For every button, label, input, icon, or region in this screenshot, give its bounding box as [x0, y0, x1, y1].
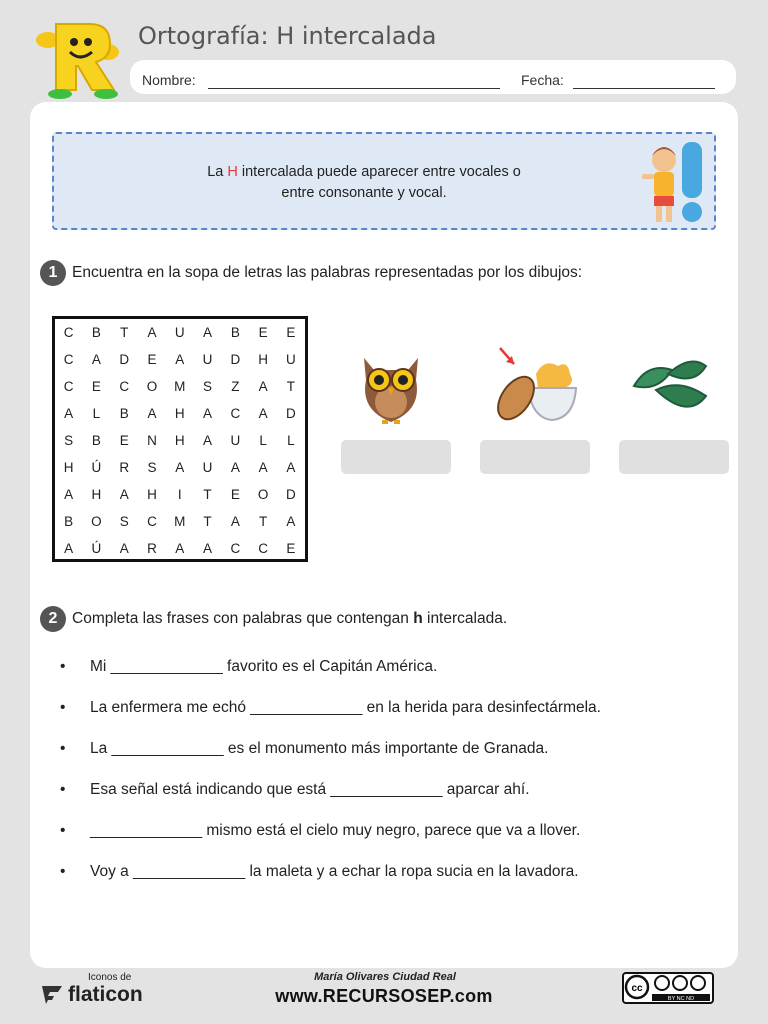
sentence-list [58, 658, 708, 904]
grid-cell[interactable]: U [230, 433, 241, 448]
grid-cell[interactable]: C [63, 325, 75, 340]
grid-cell[interactable]: D [286, 487, 297, 502]
boy-exclamation-icon [638, 138, 708, 228]
grid-cell[interactable]: U [174, 325, 186, 340]
grid-cell[interactable]: A [64, 541, 74, 556]
grid-cell[interactable]: M [174, 514, 186, 529]
exercise1-number-badge: 1 [40, 260, 66, 286]
grid-cell[interactable]: A [64, 406, 74, 421]
mascot-letter-r-logo [30, 18, 122, 100]
grid-cell[interactable]: U [202, 460, 213, 475]
grid-cell[interactable]: A [147, 325, 157, 340]
grid-cell[interactable]: S [64, 433, 74, 448]
grid-cell[interactable]: E [230, 487, 241, 502]
answer-box-3[interactable] [619, 440, 729, 474]
grid-cell[interactable]: S [147, 460, 157, 475]
grid-cell[interactable]: M [174, 379, 186, 394]
exercise2-prompt: 2 Completa las frases con palabras que contengan h intercalada. [40, 606, 507, 632]
exercise1-prompt: 1 Encuentra en la sopa de letras las palabras representadas por los dibujos: [40, 260, 582, 286]
grid-cell[interactable]: A [203, 433, 213, 448]
owl-icon [346, 340, 436, 430]
grid-cell[interactable]: A [286, 514, 296, 529]
grid-cell[interactable]: D [119, 352, 130, 367]
worksheet-card [30, 102, 738, 968]
grid-cell[interactable]: C [63, 379, 75, 394]
grid-cell[interactable]: E [147, 352, 157, 367]
grid-row [55, 346, 305, 373]
grid-row [55, 508, 305, 535]
grid-cell[interactable]: A [286, 460, 296, 475]
grid-row [55, 427, 305, 454]
grid-cell[interactable]: O [257, 487, 269, 502]
grid-cell[interactable]: Ú [91, 460, 102, 475]
sentence-item[interactable]: • _____________ mismo está el cielo muy negro, parece que va a llover. [58, 822, 708, 863]
grid-cell[interactable]: T [120, 325, 129, 340]
sentence-item[interactable]: • Esa señal está indicando que está _____________ aparcar ahí. [58, 781, 708, 822]
grid-cell[interactable]: U [286, 352, 297, 367]
sentence-item[interactable]: • La enfermera me echó _____________ en la herida para desinfectármela. [58, 699, 708, 740]
grid-row [55, 319, 305, 346]
date-label: Fecha: [521, 72, 564, 88]
grid-cell[interactable]: U [202, 352, 213, 367]
flaticon-label: flaticon [68, 983, 143, 1006]
grid-cell[interactable]: T [258, 514, 268, 529]
grid-cell[interactable]: E [119, 433, 130, 448]
sentence-item[interactable]: • La _____________ es el monumento más importante de Granada. [58, 740, 708, 781]
grid-cell[interactable]: A [175, 541, 185, 556]
grid-cell[interactable]: A [203, 541, 213, 556]
grid-cell[interactable]: H [174, 433, 186, 448]
grid-cell[interactable]: A [258, 460, 269, 475]
grid-cell[interactable]: H [174, 406, 186, 421]
grid-cell[interactable]: Z [231, 379, 240, 394]
svg-text:cc: cc [631, 983, 643, 994]
grid-row [55, 400, 305, 427]
grid-cell[interactable]: C [230, 406, 241, 421]
grid-cell[interactable]: I [177, 487, 183, 502]
grid-cell[interactable]: R [147, 541, 158, 556]
grid-cell[interactable]: T [203, 487, 213, 502]
highlight-letter: H [227, 164, 238, 180]
grid-cell[interactable]: H [63, 460, 75, 475]
grid-cell[interactable]: A [258, 379, 269, 394]
sentence-item[interactable]: • Voy a _____________ la maleta y a echar la ropa sucia en la lavadora. [58, 863, 708, 904]
word-search-grid [52, 316, 308, 562]
grid-cell[interactable]: O [91, 514, 103, 529]
flaticon-logo-icon [40, 984, 64, 1006]
grid-cell[interactable]: L [259, 433, 268, 448]
grid-cell[interactable]: C [63, 352, 75, 367]
icons-by-label: Iconos de [88, 972, 132, 983]
grid-cell[interactable]: L [92, 406, 101, 421]
answer-box-2[interactable] [480, 440, 590, 474]
grid-cell[interactable]: A [119, 487, 130, 502]
grid-cell[interactable]: B [230, 325, 241, 340]
peanut-icon [488, 340, 578, 430]
grid-cell[interactable]: E [91, 379, 102, 394]
grid-cell[interactable]: C [119, 379, 130, 394]
grid-cell[interactable]: S [203, 379, 213, 394]
grid-cell[interactable]: A [258, 406, 269, 421]
grid-cell[interactable]: R [119, 460, 130, 475]
grid-row [55, 535, 305, 562]
grid-cell[interactable]: A [119, 541, 130, 556]
grid-cell[interactable]: A [175, 352, 185, 367]
grid-cell[interactable]: A [175, 460, 185, 475]
grid-cell[interactable]: E [258, 325, 269, 340]
grid-cell[interactable]: O [146, 379, 158, 394]
basil-icon [628, 340, 718, 430]
grid-cell[interactable]: L [287, 433, 296, 448]
grid-cell[interactable]: Ú [91, 541, 102, 556]
grid-cell[interactable]: H [91, 487, 102, 502]
exercise2-number-badge: 2 [40, 606, 66, 632]
grid-cell[interactable]: A [64, 487, 74, 502]
grid-cell[interactable]: A [203, 325, 213, 340]
grid-cell[interactable]: N [147, 433, 158, 448]
date-field[interactable] [573, 88, 715, 89]
grid-cell[interactable]: H [258, 352, 269, 367]
grid-cell[interactable]: E [286, 541, 296, 556]
grid-cell[interactable]: C [147, 514, 158, 529]
grid-row [55, 481, 305, 508]
website-link[interactable]: www.RECURSOSEP.com [275, 986, 493, 1006]
grid-cell[interactable]: A [147, 406, 157, 421]
creative-commons-license-icon [622, 972, 714, 1004]
grid-cell[interactable]: T [203, 514, 213, 529]
grid-cell[interactable]: D [230, 352, 241, 367]
grid-cell[interactable]: B [64, 514, 74, 529]
grid-cell[interactable]: D [286, 406, 297, 421]
svg-text:BY NC ND: BY NC ND [667, 996, 695, 1002]
info-text: La H intercalada puede aparecer entre vocales o entre consonante y vocal. [207, 164, 521, 201]
grid-cell[interactable]: E [286, 325, 296, 340]
name-date-bar [130, 60, 736, 94]
sentence-item[interactable]: • Mi _____________ favorito es el Capitán América. [58, 658, 708, 699]
grid-cell[interactable]: B [91, 325, 102, 340]
grid-cell[interactable]: A [203, 406, 213, 421]
grid-row [55, 373, 305, 400]
author-credit: María Olivares Ciudad Real [314, 971, 456, 983]
grid-cell[interactable]: S [119, 514, 130, 529]
grid-cell[interactable]: C [258, 541, 269, 556]
grid-cell[interactable]: A [230, 460, 241, 475]
name-field[interactable] [208, 88, 500, 89]
grid-cell[interactable]: H [147, 487, 158, 502]
answer-box-1[interactable] [341, 440, 451, 474]
name-label: Nombre: [142, 72, 196, 88]
grid-cell[interactable]: T [286, 379, 296, 394]
grid-cell[interactable]: A [91, 352, 102, 367]
grid-row [55, 454, 305, 481]
grid-cell[interactable]: C [230, 541, 241, 556]
page-title: Ortografía: H intercalada [138, 22, 437, 50]
grid-cell[interactable]: B [119, 406, 130, 421]
grid-cell[interactable]: B [91, 433, 102, 448]
info-box [52, 132, 716, 230]
grid-cell[interactable]: A [230, 514, 241, 529]
